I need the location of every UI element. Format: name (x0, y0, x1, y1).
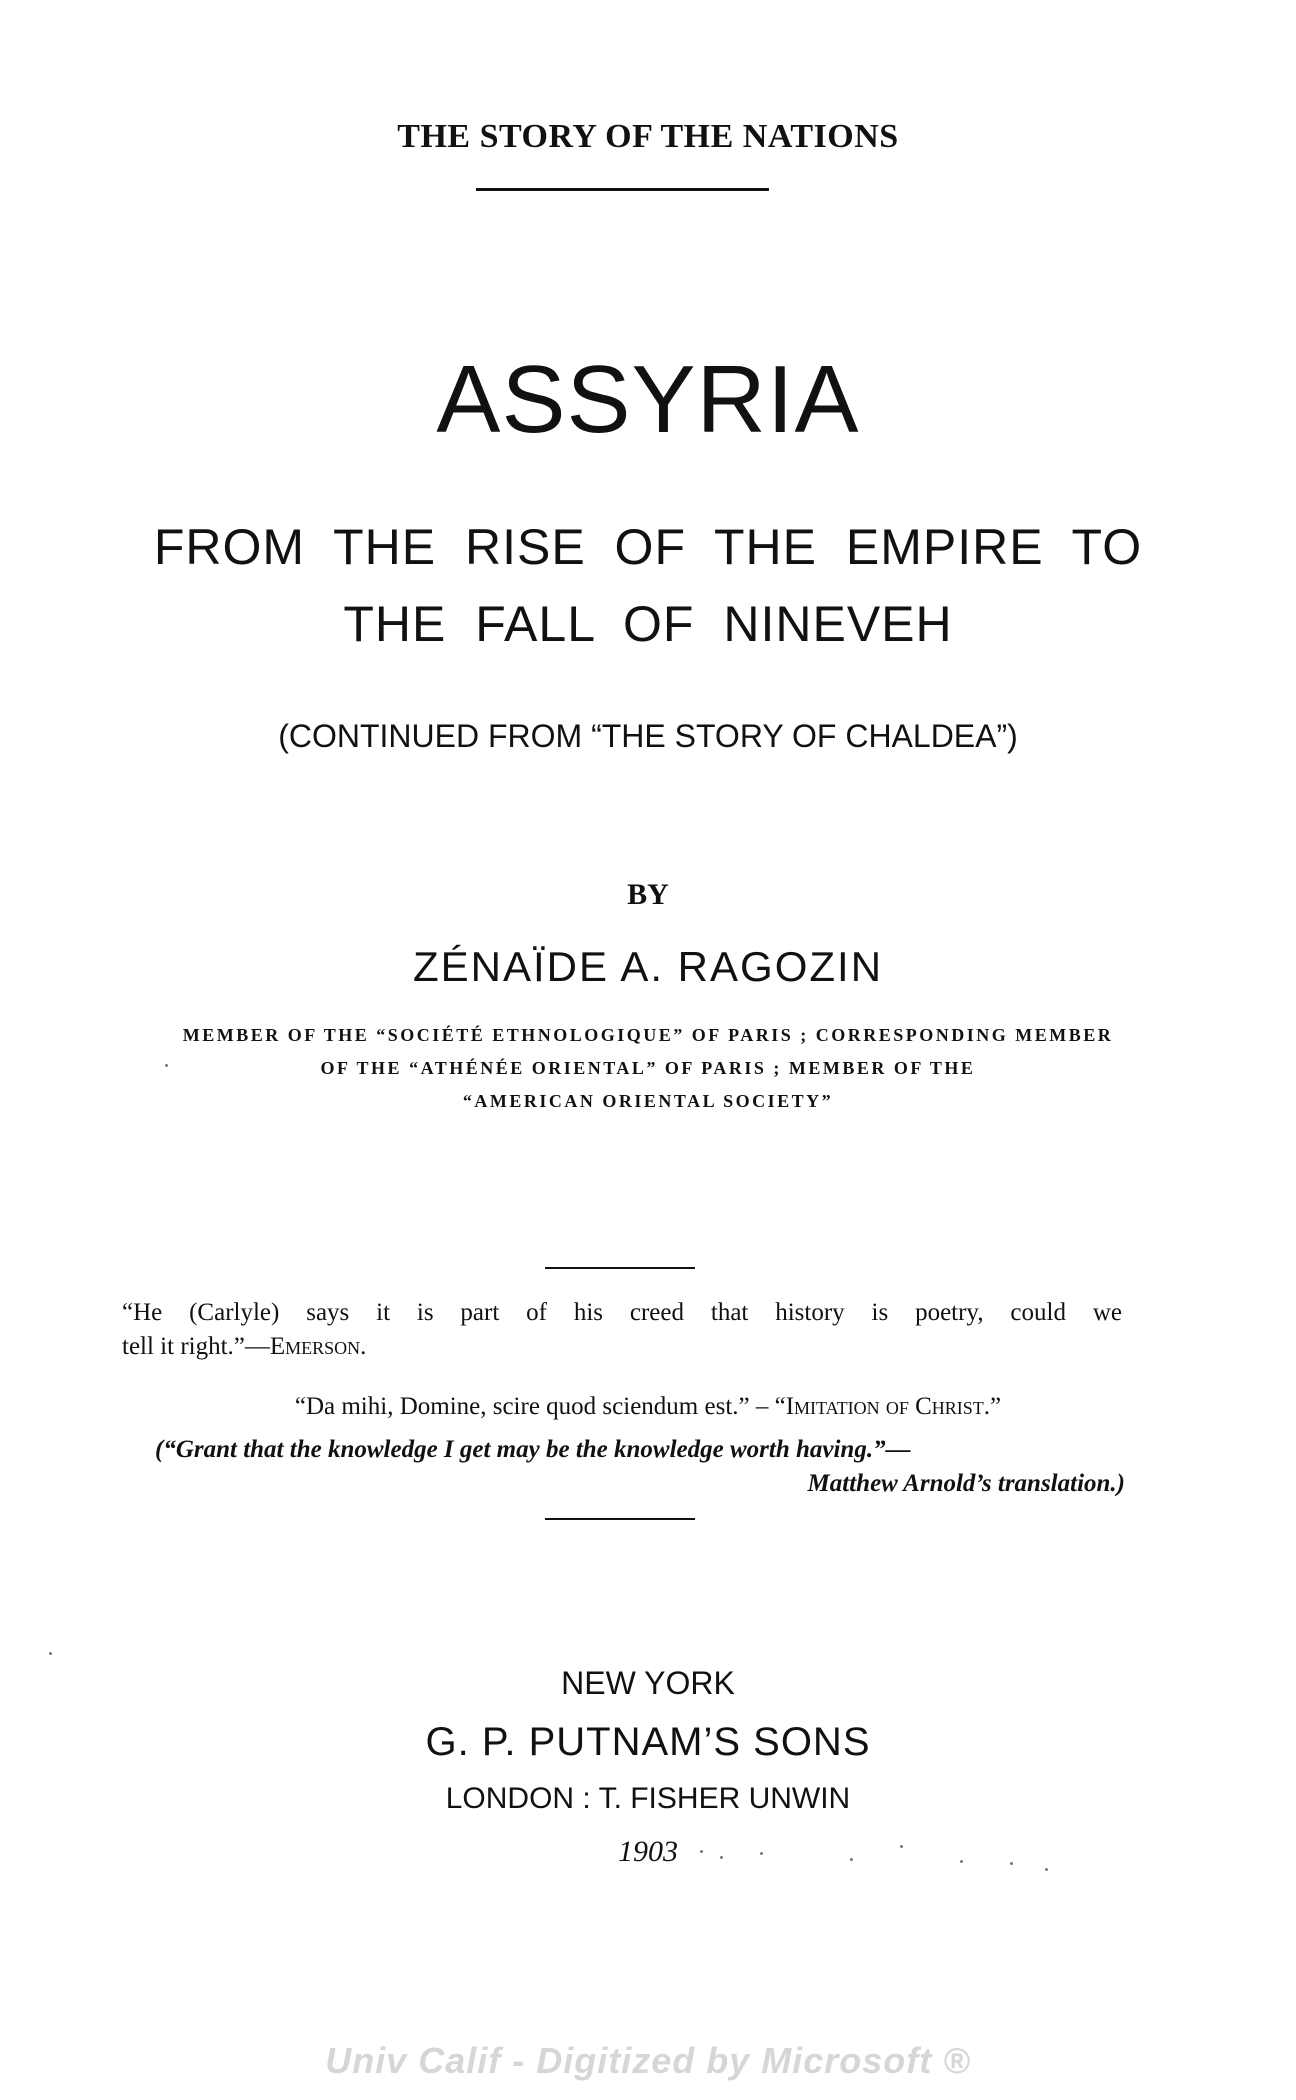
imprint-london: LONDON : T. FISHER UNWIN (445, 1782, 851, 1815)
epigraph-bottom-rule (545, 1518, 695, 1520)
digitization-watermark: Univ Calif - Digitized by Microsoft ® (325, 2040, 971, 2081)
imprint-city: NEW YORK (561, 1665, 735, 1701)
scan-speck (850, 1858, 853, 1861)
continued-note: (CONTINUED FROM “THE STORY OF CHALDEA”) (278, 718, 1018, 754)
scan-speck (49, 1652, 52, 1655)
series-rule (476, 188, 769, 191)
emerson-line-1: “He (Carlyle) says it is part of his creed that history is poetry, could we (122, 1299, 1122, 1326)
scan-speck (1045, 1868, 1048, 1871)
latin-epigraph (0, 1390, 1296, 1424)
scan-speck (960, 1860, 963, 1863)
scan-speck (1010, 1862, 1013, 1865)
latin-attribution: Imitation of Christ. (785, 1393, 991, 1420)
latin-close: ” (990, 1393, 1002, 1420)
scan-speck (760, 1852, 763, 1855)
author-name: ZÉNAÏDE A. RAGOZIN (412, 943, 884, 990)
scan-speck (720, 1856, 723, 1859)
book-title: ASSYRIA (436, 346, 860, 453)
emerson-epigraph (122, 1296, 1122, 1364)
scan-speck (165, 1064, 168, 1067)
emerson-line-2: tell it right.”— (122, 1333, 270, 1360)
emerson-attribution: Emerson. (269, 1333, 367, 1360)
latin-quote: “Da mihi, Domine, scire quod sciendum est.” – “ (294, 1393, 786, 1420)
series-heading: THE STORY OF THE NATIONS (397, 118, 899, 155)
membership-line-3: “AMERICAN ORIENTAL SOCIETY” (462, 1091, 834, 1111)
membership-line-2: OF THE “ATHÉNÉE ORIENTAL” OF PARIS ; MEMBER OF THE (320, 1058, 976, 1078)
scan-speck (900, 1845, 903, 1848)
membership-line-1: MEMBER OF THE “SOCIÉTÉ ETHNOLOGIQUE” OF PARIS ; CORRESPONDING MEMBER (182, 1025, 1114, 1045)
scan-speck (700, 1850, 703, 1853)
epigraph-top-rule (545, 1267, 695, 1269)
by-label: BY (627, 878, 669, 911)
imprint-publisher: G. P. PUTNAM’S SONS (425, 1720, 871, 1764)
translation-line-2: Matthew Arnold’s translation.) (807, 1470, 1125, 1497)
subtitle-line-1: FROM THE RISE OF THE EMPIRE TO (153, 519, 1143, 575)
translation-line-1: (“Grant that the knowledge I get may be the knowledge worth having.”— (155, 1436, 911, 1463)
imprint-year: 1903 (618, 1835, 678, 1868)
subtitle-line-2: THE FALL OF NINEVEH (343, 596, 953, 652)
